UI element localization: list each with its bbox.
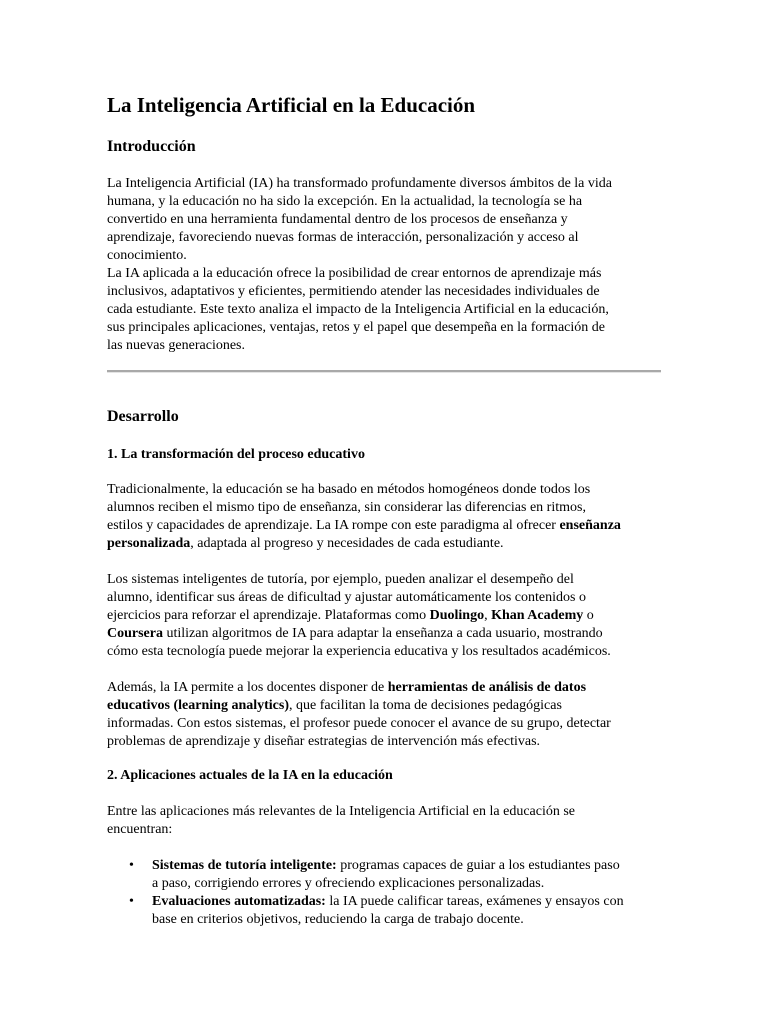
- text-line: [107, 517, 663, 535]
- text-line: convertido en una herramienta fundamental dentro de los procesos de enseñanza y: [107, 212, 568, 227]
- list-item: [107, 893, 663, 929]
- intro-heading: Introducción: [107, 138, 196, 155]
- text-line: [152, 857, 663, 875]
- text-line: [107, 625, 663, 643]
- text-line: La Inteligencia Artificial (IA) ha transformado profundamente diversos ámbitos de la vida: [107, 176, 612, 191]
- list-item: [107, 857, 663, 893]
- text-line: [107, 535, 663, 553]
- section1-paragraph-2: [107, 571, 663, 661]
- text-line: encuentran:: [107, 822, 173, 837]
- list-item-label: Sistemas de tutoría inteligente:: [152, 858, 337, 873]
- text-run: ejercicios para reforzar el aprendizaje. Plataformas como: [107, 608, 430, 623]
- bullet-icon: •: [129, 858, 134, 873]
- section1-paragraph-1: [107, 481, 663, 553]
- section1-heading: 1. La transformación del proceso educativo: [107, 447, 365, 462]
- horizontal-divider: [107, 370, 661, 373]
- bold-term: Duolingo: [429, 608, 485, 623]
- document-title: La Inteligencia Artificial en la Educación: [107, 93, 476, 117]
- text-run: , que facilitan la toma de decisiones pedagógicas: [289, 698, 562, 713]
- section2-intro: [107, 803, 663, 839]
- list-item-label: Evaluaciones automatizadas:: [152, 894, 326, 909]
- text-line: humana, y la educación no ha sido la excepción. En la actualidad, la tecnología se ha: [107, 194, 583, 209]
- text-line: las nuevas generaciones.: [107, 338, 245, 353]
- bold-term: Khan Academy: [491, 608, 584, 623]
- bullet-icon: •: [129, 894, 134, 909]
- text-line: Tradicionalmente, la educación se ha basado en métodos homogéneos donde todos los: [107, 482, 591, 497]
- text-line: sus principales aplicaciones, ventajas, retos y el papel que desempeña en la formación de: [107, 320, 605, 335]
- bold-term: enseñanza: [559, 518, 621, 533]
- text-line: problemas de aprendizaje y diseñar estrategias de intervención más efectivas.: [107, 734, 541, 749]
- text-run: la IA puede calificar tareas, exámenes y ensayos con: [325, 894, 624, 909]
- text-run: programas capaces de guiar a los estudiantes paso: [336, 858, 620, 873]
- text-line: alumno, identificar sus áreas de dificultad y ajustar automáticamente los contenidos o: [107, 590, 586, 605]
- intro-paragraph: [107, 175, 663, 355]
- text-line: [152, 893, 663, 911]
- text-line: alumnos reciben el mismo tipo de enseñanza, sin considerar las diferencias en ritmos,: [107, 500, 586, 515]
- text-line: inclusivos, adaptativos y eficientes, permitiendo atender las necesidades individuales de: [107, 284, 600, 299]
- text-line: La IA aplicada a la educación ofrece la posibilidad de crear entornos de aprendizaje más: [107, 266, 602, 281]
- applications-list: [107, 857, 663, 929]
- text-run: ,: [484, 608, 492, 623]
- text-run: Además, la IA permite a los docentes disponer de: [107, 680, 388, 695]
- text-line: conocimiento.: [107, 248, 187, 263]
- text-line: cada estudiante. Este texto analiza el impacto de la Inteligencia Artificial en la educación,: [107, 302, 609, 317]
- text-run: estilos y capacidades de aprendizaje. La IA rompe con este paradigma al ofrecer: [107, 518, 560, 533]
- text-line: informadas. Con estos sistemas, el profesor puede conocer el avance de su grupo, detectar: [107, 716, 611, 731]
- section2-heading: 2. Aplicaciones actuales de la IA en la educación: [107, 768, 393, 783]
- development-heading: Desarrollo: [107, 408, 179, 425]
- text-line: base en criterios objetivos, reduciendo la carga de trabajo docente.: [152, 912, 524, 927]
- bold-term: educativos (learning analytics): [107, 698, 289, 713]
- text-line: [107, 697, 663, 715]
- text-line: a paso, corrigiendo errores y ofreciendo explicaciones personalizadas.: [152, 876, 545, 891]
- bold-term: Coursera: [107, 626, 163, 641]
- bold-term: personalizada: [107, 536, 191, 551]
- text-line: cómo esta tecnología puede mejorar la experiencia educativa y los resultados académicos.: [107, 644, 611, 659]
- bold-term: herramientas de análisis de datos: [387, 680, 587, 695]
- text-line: aprendizaje, favoreciendo nuevas formas de interacción, personalización y acceso al: [107, 230, 579, 245]
- text-run: , adaptada al progreso y necesidades de cada estudiante.: [190, 536, 504, 551]
- text-line: [107, 679, 663, 697]
- text-line: Los sistemas inteligentes de tutoría, por ejemplo, pueden analizar el desempeño del: [107, 572, 574, 587]
- text-line: [107, 607, 663, 625]
- section1-paragraph-3: [107, 679, 663, 751]
- text-line: Entre las aplicaciones más relevantes de la Inteligencia Artificial en la educación se: [107, 804, 576, 819]
- text-run: utilizan algoritmos de IA para adaptar la enseñanza a cada usuario, mostrando: [163, 626, 603, 641]
- text-run: o: [583, 608, 594, 623]
